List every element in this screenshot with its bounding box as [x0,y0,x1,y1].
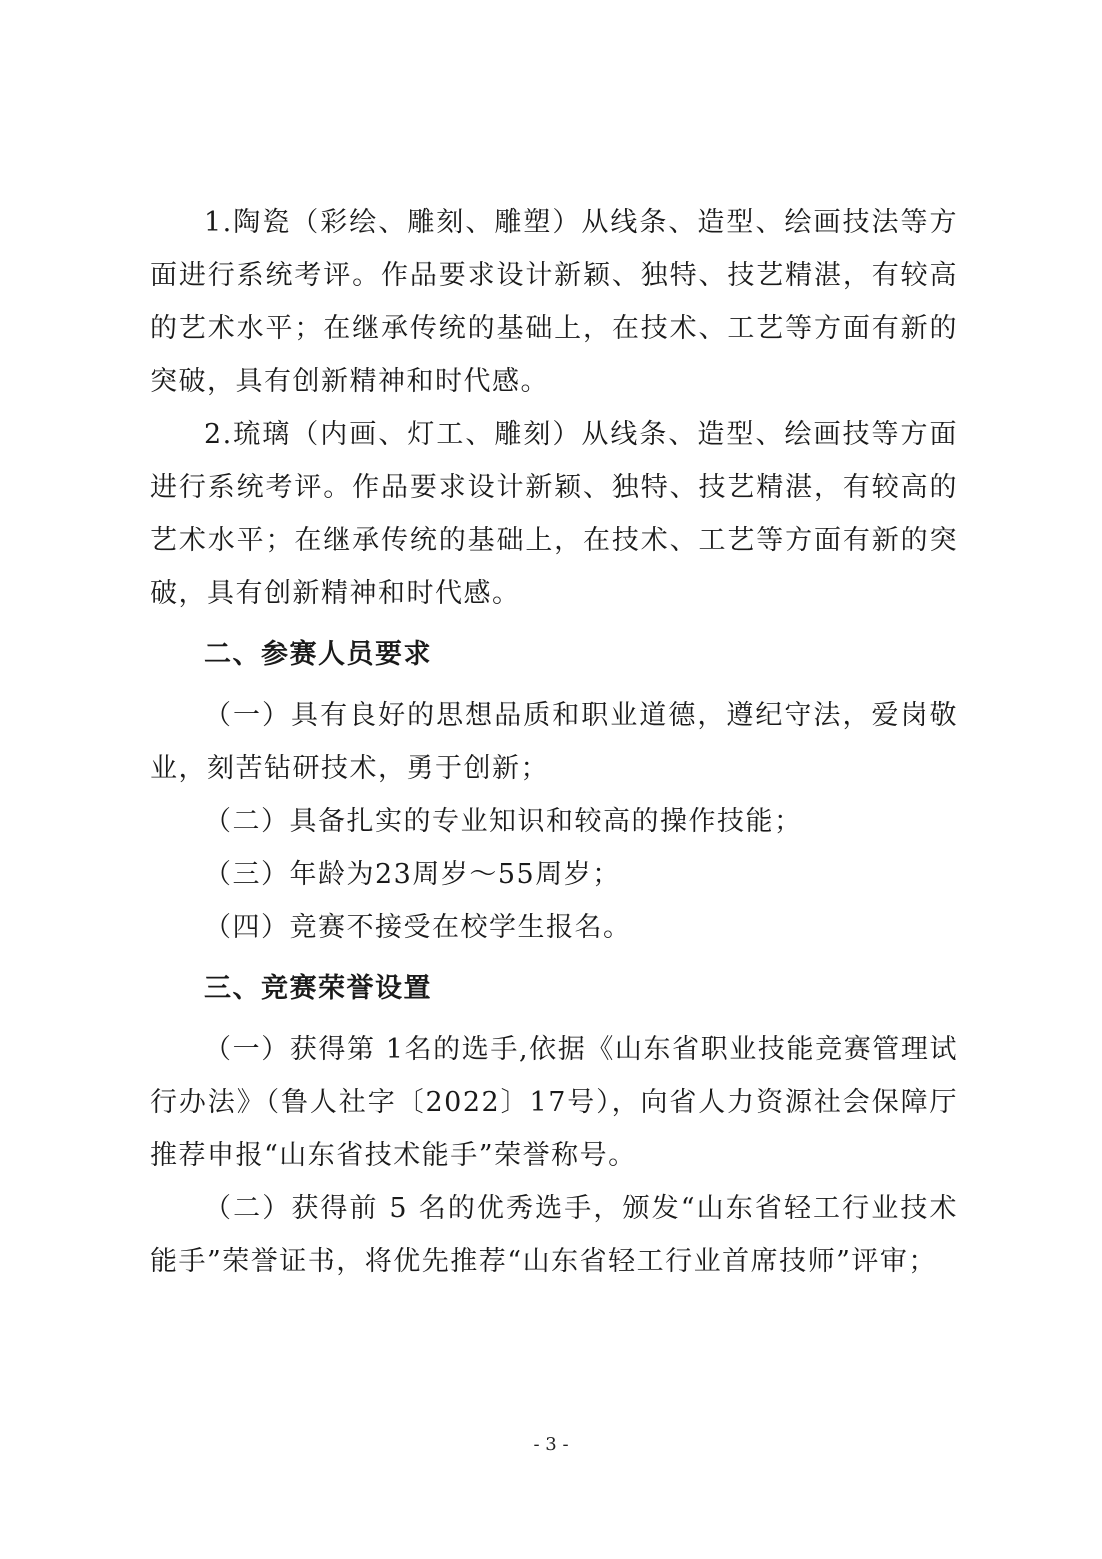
section-heading-honors: 三、竞赛荣誉设置 [204,973,432,1004]
requirement-item: （一）具有良好的思想品质和职业道德，遵纪守法，爱岗敬业，刻苦钻研技术，勇于创新； [150,700,958,784]
paragraph-glass: 2.琉璃（内画、灯工、雕刻）从线条、造型、绘画技等方面进行系统考评。作品要求设计新颖、独特、技艺精湛，有较高的艺术水平；在继承传统的基础上，在技术、工艺等方面有新的突破，具有创新精神和时代感。 [150,419,958,609]
honor-item: （二）获得前 5 名的优秀选手，颁发“山东省轻工行业技术能手”荣誉证书，将优先推荐“山东省轻工行业首席技师”评审； [150,1193,958,1277]
page-number: - 3 - [533,1434,569,1455]
requirement-item: （二）具备扎实的专业知识和较高的操作技能； [204,806,803,837]
document-body [150,196,958,1288]
requirement-item: （三）年龄为23周岁～55周岁； [204,859,621,890]
requirement-item: （四）竞赛不接受在校学生报名。 [204,912,632,943]
section-heading-participant-requirements: 二、参赛人员要求 [204,639,432,670]
honor-item: （一）获得第 1名的选手,依据《山东省职业技能竞赛管理试行办法》（鲁人社字〔2022〕17号），向省人力资源社会保障厅推荐申报“山东省技术能手”荣誉称号。 [150,1034,958,1171]
paragraph-ceramics: 1.陶瓷（彩绘、雕刻、雕塑）从线条、造型、绘画技法等方面进行系统考评。作品要求设计新颖、独特、技艺精湛，有较高的艺术水平；在继承传统的基础上，在技术、工艺等方面有新的突破，具有创新精神和时代感。 [150,207,958,397]
